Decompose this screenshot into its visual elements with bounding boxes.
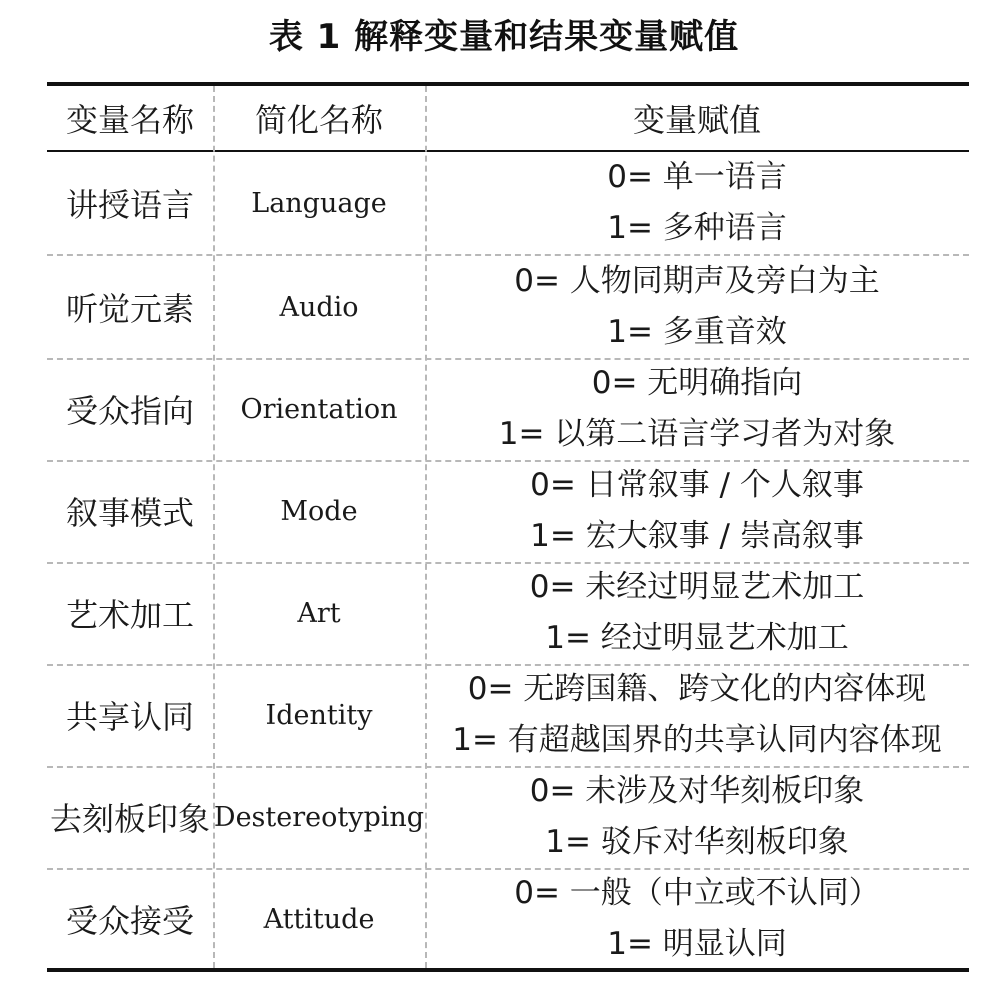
short-name-cell bbox=[213, 152, 425, 254]
value-one: 1= 明显认同 bbox=[607, 926, 787, 962]
variable-name: 受众接受 bbox=[65, 902, 194, 940]
variable-name-cell bbox=[47, 152, 213, 254]
short-name-cell bbox=[213, 460, 425, 562]
table-row bbox=[47, 460, 969, 562]
variable-name: 讲授语言 bbox=[65, 186, 194, 224]
value-zero: 0= 无跨国籍、跨文化的内容体现 bbox=[467, 671, 927, 707]
short-name: Attitude bbox=[263, 903, 375, 935]
table-row bbox=[47, 664, 969, 766]
short-name: Mode bbox=[280, 495, 358, 527]
value-one: 1= 驳斥对华刻板印象 bbox=[545, 824, 849, 860]
table-row bbox=[47, 562, 969, 664]
variable-value-cell bbox=[425, 358, 969, 460]
short-name: Audio bbox=[279, 291, 359, 323]
variable-name: 艺术加工 bbox=[65, 596, 194, 634]
variable-name-cell bbox=[47, 868, 213, 970]
variable-name: 去刻板印象 bbox=[49, 800, 210, 838]
value-zero: 0= 无明确指向 bbox=[591, 365, 803, 401]
variable-value-cell bbox=[425, 664, 969, 766]
variable-name: 受众指向 bbox=[65, 392, 194, 430]
table-header-row bbox=[47, 86, 969, 150]
short-name: Identity bbox=[265, 699, 373, 731]
variable-name-cell bbox=[47, 358, 213, 460]
value-zero: 0= 单一语言 bbox=[607, 159, 787, 195]
value-one: 1= 以第二语言学习者为对象 bbox=[498, 416, 896, 452]
short-name: Orientation bbox=[240, 393, 398, 425]
value-zero: 0= 未涉及对华刻板印象 bbox=[529, 773, 865, 809]
variable-name: 听觉元素 bbox=[65, 290, 194, 328]
variable-name: 叙事模式 bbox=[65, 494, 194, 532]
variable-value-cell bbox=[425, 766, 969, 868]
header-variable-value: 变量赋值 bbox=[632, 101, 761, 139]
value-zero: 0= 一般（中立或不认同） bbox=[514, 875, 880, 911]
short-name: Language bbox=[251, 187, 387, 219]
header-variable-name: 变量名称 bbox=[65, 101, 194, 139]
short-name: Destereotyping bbox=[213, 801, 425, 833]
variable-value-cell bbox=[425, 152, 969, 254]
table-row bbox=[47, 256, 969, 358]
variable-value-cell bbox=[425, 256, 969, 358]
variable-value-cell bbox=[425, 868, 969, 970]
table-row bbox=[47, 868, 969, 970]
variable-name-cell bbox=[47, 766, 213, 868]
short-name-cell bbox=[213, 664, 425, 766]
value-one: 1= 多种语言 bbox=[607, 210, 787, 246]
variable-name-cell bbox=[47, 562, 213, 664]
short-name-cell bbox=[213, 358, 425, 460]
value-one: 1= 多重音效 bbox=[607, 314, 787, 350]
short-name-cell bbox=[213, 868, 425, 970]
variable-value-cell bbox=[425, 460, 969, 562]
short-name-cell bbox=[213, 562, 425, 664]
variable-name-cell bbox=[47, 256, 213, 358]
table-row bbox=[47, 766, 969, 868]
variable-value-cell bbox=[425, 562, 969, 664]
value-zero: 0= 未经过明显艺术加工 bbox=[529, 569, 865, 605]
value-one: 1= 有超越国界的共享认同内容体现 bbox=[452, 722, 942, 758]
table-row bbox=[47, 358, 969, 460]
value-one: 1= 宏大叙事 / 崇高叙事 bbox=[530, 518, 864, 554]
table-title: 表 1 解释变量和结果变量赋值 bbox=[268, 17, 740, 57]
short-name: Art bbox=[297, 597, 341, 629]
short-name-cell bbox=[213, 766, 425, 868]
table-row bbox=[47, 152, 969, 254]
variable-name-cell bbox=[47, 664, 213, 766]
short-name-cell bbox=[213, 256, 425, 358]
value-one: 1= 经过明显艺术加工 bbox=[545, 620, 849, 656]
header-short-name: 简化名称 bbox=[254, 101, 383, 139]
value-zero: 0= 日常叙事 / 个人叙事 bbox=[530, 467, 864, 503]
value-zero: 0= 人物同期声及旁白为主 bbox=[514, 263, 880, 299]
variable-name: 共享认同 bbox=[65, 698, 194, 736]
variable-name-cell bbox=[47, 460, 213, 562]
